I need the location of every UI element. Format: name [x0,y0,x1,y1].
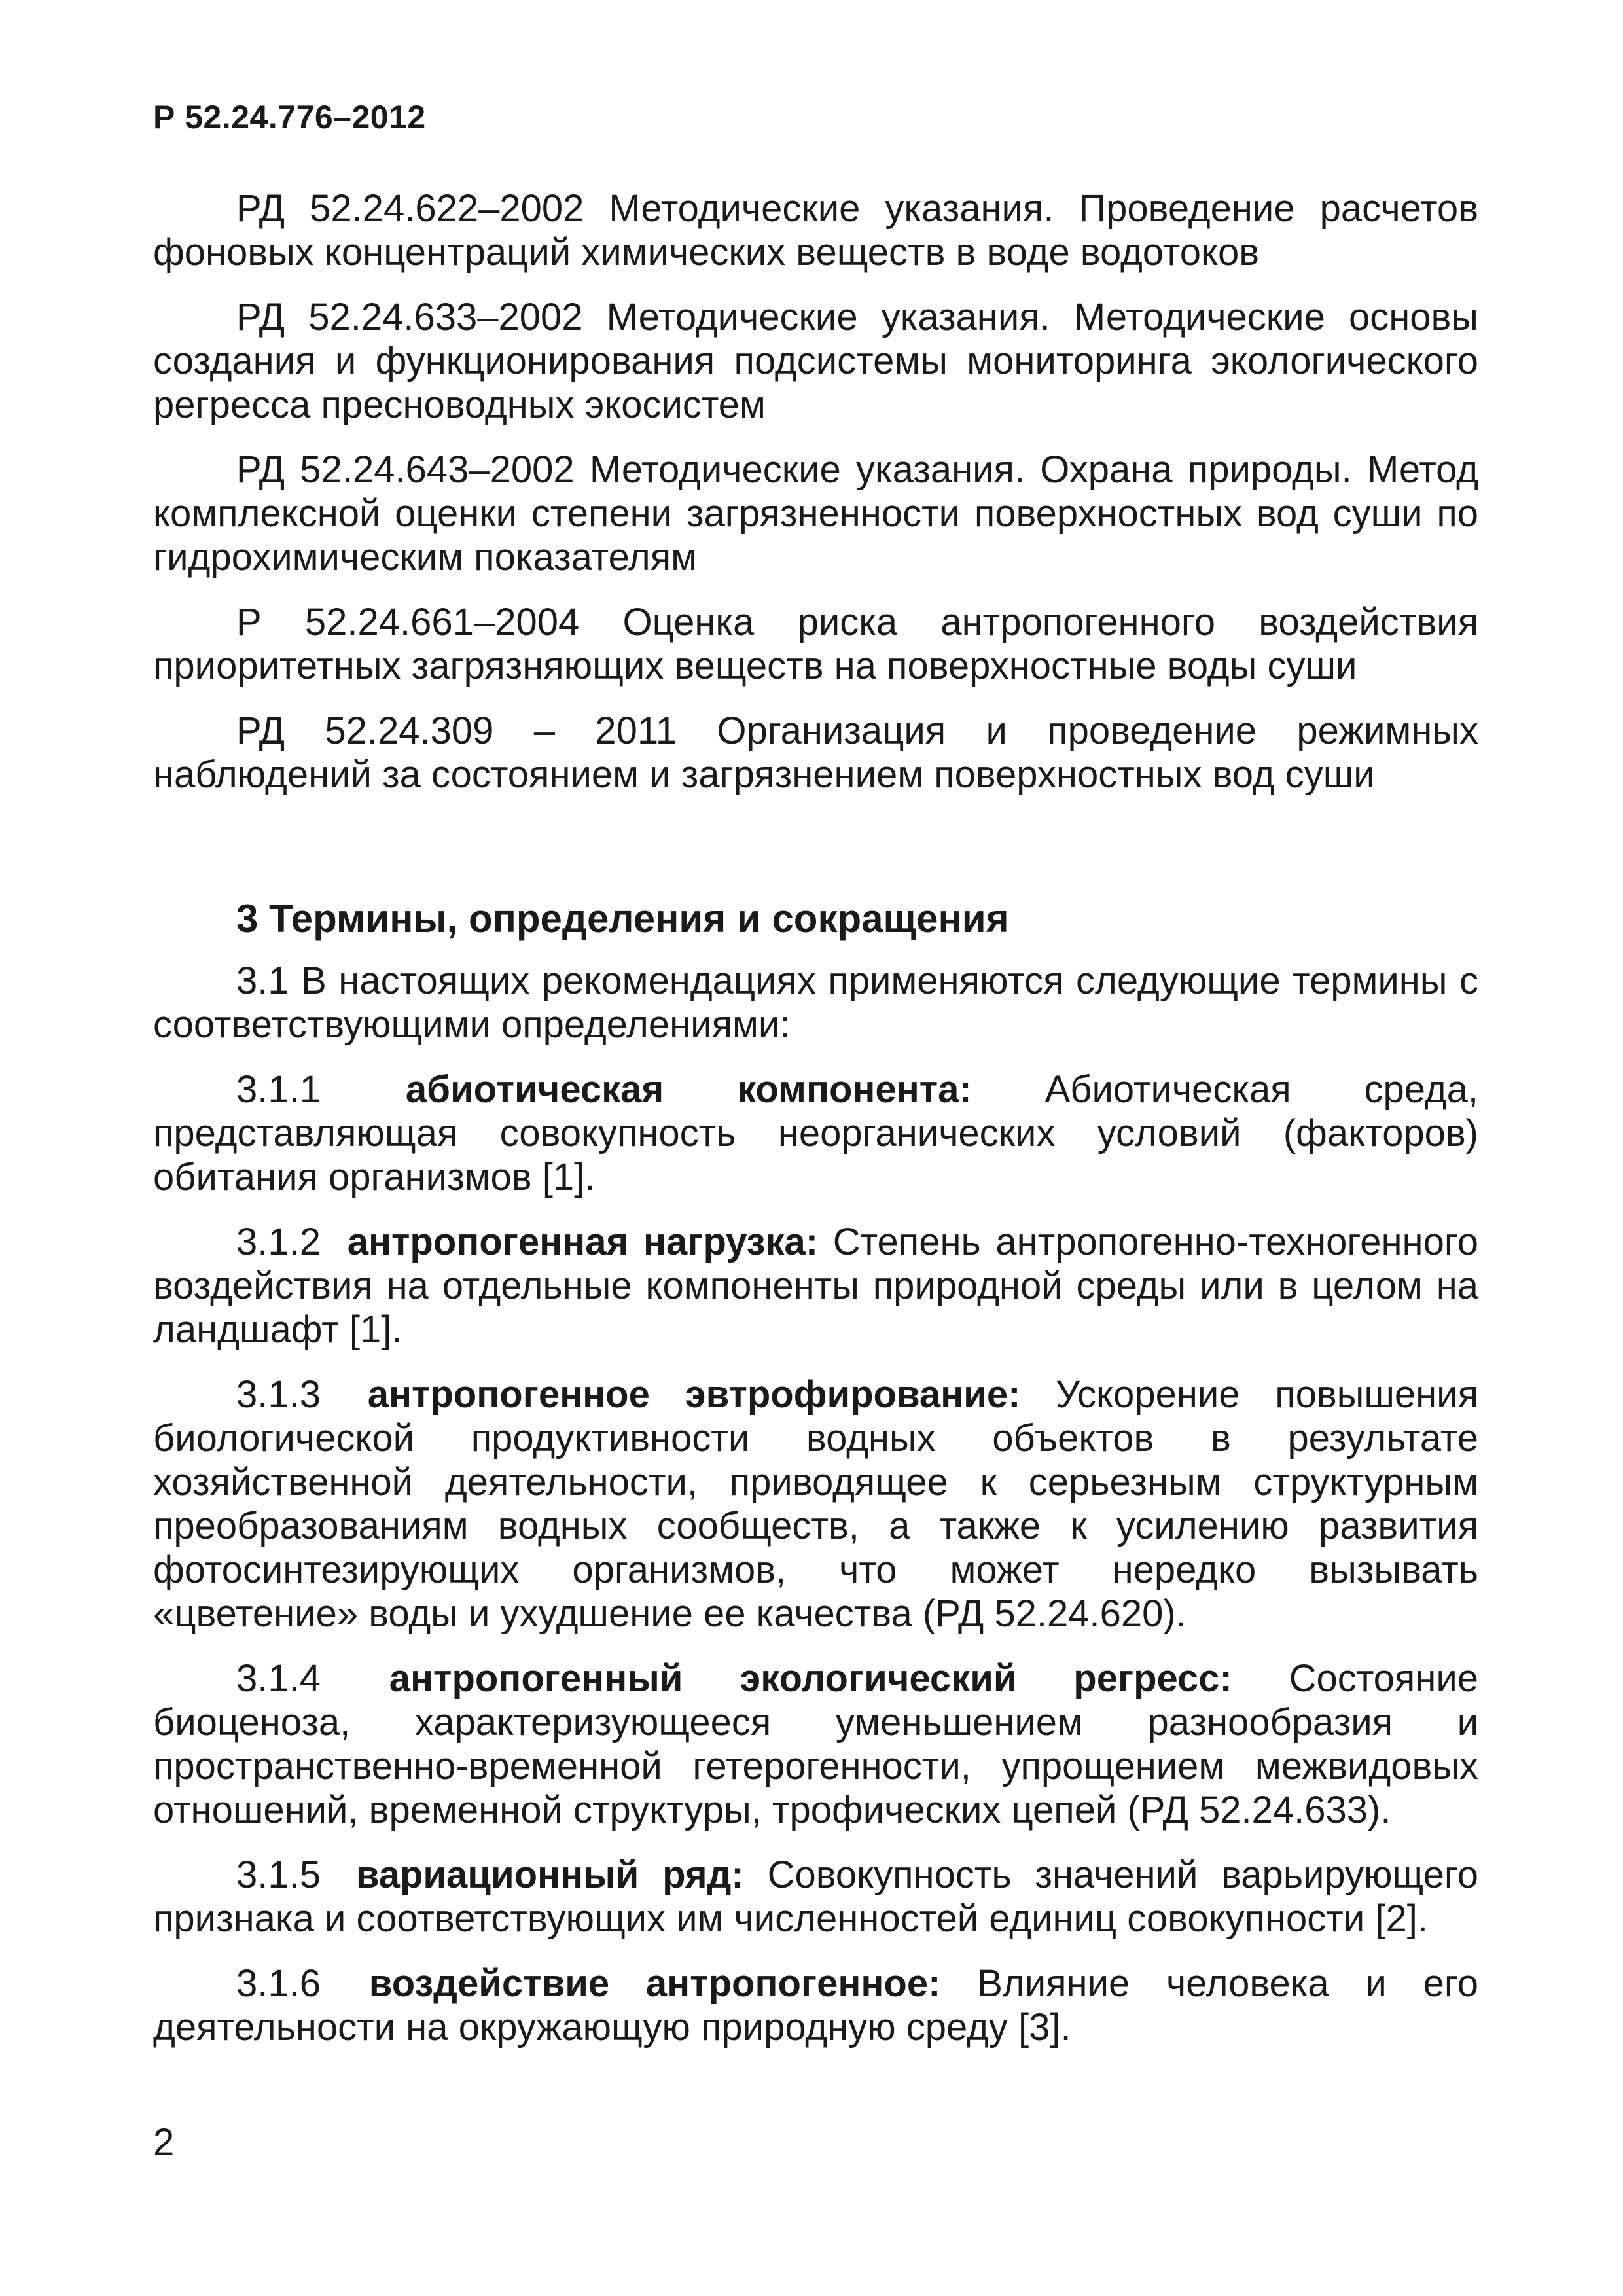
term-name: антропогенный экологический регресс: [389,1657,1232,1700]
term-definition: Степень антропогенно-техногенного воздействия на отдельные компоненты природной среды или в целом на ландшафт [1]. [153,1221,1478,1351]
term-entry [153,1372,1478,1636]
term-name: воздействие антропогенное: [368,1962,941,2005]
term-name: абиотическая компонента: [405,1068,972,1111]
section-intro: 3.1 В настоящих рекомендациях применяются следующие термины с соответствующими определениями: [153,960,1478,1046]
term-number: 3.1.2 [236,1221,321,1263]
term-definition: Состояние биоценоза, характеризующееся уменьшением разнообразия и пространственно-временной гетерогенности, упрощением межвидовых отношений, временной структуры, трофических цепей (РД 52.24.633). [153,1657,1479,1831]
page-number: 2 [153,2121,175,2164]
term-number: 3.1.3 [236,1373,321,1416]
term-name: антропогенное эвтрофирование: [367,1373,1021,1416]
term-definition: Влияние человека и его деятельности на окружающую природную среду [3]. [153,1962,1479,2049]
reference-item: РД 52.24.622–2002 Методические указания. Проведение расчетов фоновых концентраций химических веществ в воде водотоков [153,187,1478,274]
reference-item: Р 52.24.661–2004 Оценка риска антропогенного воздействия приоритетных загрязняющих веществ на поверхностные воды суши [153,601,1478,687]
term-definition: Абиотическая среда, представляющая совокупность неорганических условий (факторов) обитания организмов [1]. [153,1068,1478,1198]
term-definition: Совокупность значений варьирующего признака и соответствующих им численностей единиц совокупности [2]. [153,1854,1479,1940]
term-number: 3.1.5 [236,1854,321,1896]
reference-item: РД 52.24.309 – 2011 Организация и проведение режимных наблюдений за состоянием и загрязнением поверхностных вод суши [153,709,1478,796]
page-content [153,187,1478,2070]
section-heading: 3 Термины, определения и сокращения [236,897,1009,941]
term-number: 3.1.1 [236,1068,321,1111]
term-entry [153,1962,1478,2049]
term-number: 3.1.4 [236,1657,321,1700]
term-number: 3.1.6 [236,1962,321,2005]
document-code: Р 52.24.776–2012 [153,99,426,135]
term-name: вариационный ряд: [355,1854,744,1896]
term-definition: Ускорение повышения биологической продуктивности водных объектов в результате хозяйственной деятельности, приводящее к серьезным структурным преобразованиям водных сообществ, а также к усилению развития фотосинтезирующих организмов, что может нередко вызывать «цветение» воды и ухудшение ее качества (РД 52.24.620). [153,1373,1478,1635]
term-entry [153,1657,1478,1832]
reference-item: РД 52.24.643–2002 Методические указания. Охрана природы. Метод комплексной оценки степени загрязненности поверхностных вод суши по гидрохимическим показателям [153,448,1478,579]
term-name: антропогенная нагрузка: [347,1221,819,1263]
term-entry [153,1067,1478,1199]
term-entry [153,1220,1478,1352]
term-entry [153,1853,1478,1941]
reference-item: РД 52.24.633–2002 Методические указания. Методические основы создания и функционирования подсистемы мониторинга экологического регресса пресноводных экосистем [153,296,1478,426]
